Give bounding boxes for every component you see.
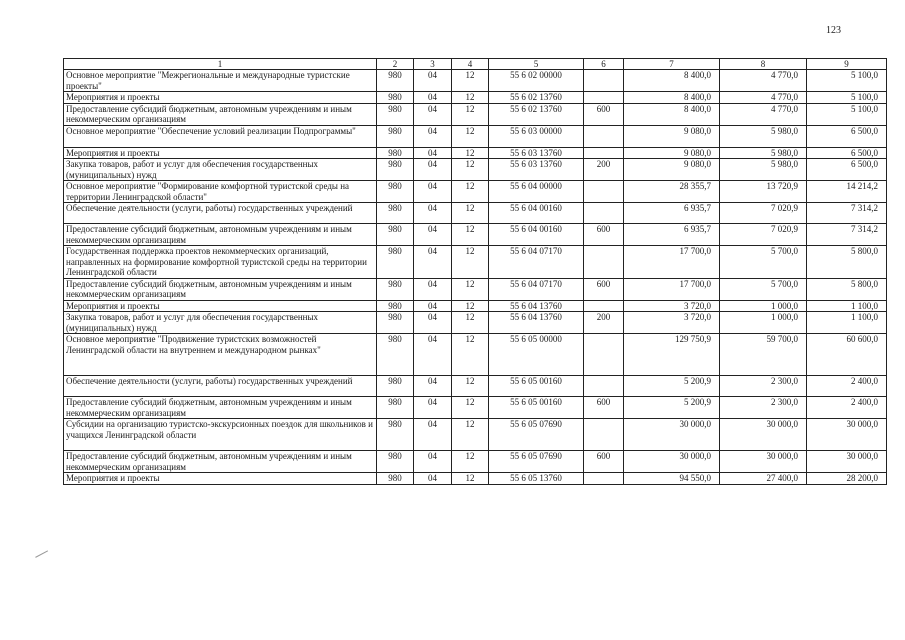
code-target-article: 55 6 04 07170 [489,246,584,279]
code-expense-type: 600 [584,451,624,473]
amount-col7: 3 720,0 [624,312,720,334]
code-ved: 980 [377,246,414,279]
code-expense-type [584,203,624,224]
amount-col9: 1 100,0 [807,300,887,312]
row-name: Предоставление субсидий бюджетным, автономным учреждениям и иным некоммерческим организациям [64,397,377,419]
code-section: 04 [414,312,452,334]
code-ved: 980 [377,278,414,300]
amount-col7: 30 000,0 [624,451,720,473]
code-target-article: 55 6 05 07690 [489,451,584,473]
row-name: Предоставление субсидий бюджетным, автономным учреждениям и иным некоммерческим организациям [64,278,377,300]
code-subsection: 12 [452,203,489,224]
table-row [64,376,887,397]
amount-col8: 13 720,9 [720,181,807,203]
code-ved: 980 [377,125,414,147]
row-name: Обеспечение деятельности (услуги, работы) государственных учреждений [64,203,377,224]
code-expense-type [584,70,624,92]
code-target-article: 55 6 05 07690 [489,419,584,451]
code-target-article: 55 6 04 13760 [489,300,584,312]
table-row [64,334,887,376]
code-expense-type [584,125,624,147]
code-target-article: 55 6 04 00160 [489,224,584,246]
amount-col8: 5 980,0 [720,159,807,181]
row-name: Предоставление субсидий бюджетным, автономным учреждениям и иным некоммерческим организациям [64,224,377,246]
page-number: 123 [826,25,841,36]
code-subsection: 12 [452,300,489,312]
code-target-article: 55 6 04 00160 [489,203,584,224]
code-section: 04 [414,224,452,246]
code-expense-type [584,147,624,159]
amount-col8: 30 000,0 [720,451,807,473]
amount-col7: 30 000,0 [624,419,720,451]
amount-col7: 17 700,0 [624,278,720,300]
column-header: 5 [489,59,584,70]
amount-col7: 9 080,0 [624,147,720,159]
code-subsection: 12 [452,103,489,125]
code-ved: 980 [377,419,414,451]
column-header: 7 [624,59,720,70]
table-row [64,419,887,451]
row-name: Предоставление субсидий бюджетным, автономным учреждениям и иным некоммерческим организациям [64,451,377,473]
amount-col9: 5 100,0 [807,92,887,104]
code-expense-type: 600 [584,278,624,300]
column-header: 2 [377,59,414,70]
amount-col9: 14 214,2 [807,181,887,203]
code-expense-type: 200 [584,159,624,181]
code-target-article: 55 6 05 00000 [489,334,584,376]
amount-col9: 5 800,0 [807,246,887,279]
amount-col7: 8 400,0 [624,92,720,104]
table-row [64,224,887,246]
code-subsection: 12 [452,312,489,334]
code-expense-type [584,92,624,104]
table-row [64,147,887,159]
code-section: 04 [414,103,452,125]
amount-col8: 7 020,9 [720,203,807,224]
code-section: 04 [414,181,452,203]
amount-col8: 30 000,0 [720,419,807,451]
code-section: 04 [414,203,452,224]
row-name: Основное мероприятие "Формирование комфортной туристской среды на территории Ленинградской области" [64,181,377,203]
code-ved: 980 [377,300,414,312]
amount-col7: 8 400,0 [624,70,720,92]
column-header: 1 [64,59,377,70]
amount-col7: 129 750,9 [624,334,720,376]
amount-col7: 28 355,7 [624,181,720,203]
row-name: Государственная поддержка проектов некоммерческих организаций, направленных на формирование комфортной туристской среды на территории Ленинградской области [64,246,377,279]
amount-col9: 6 500,0 [807,159,887,181]
table-row [64,203,887,224]
table-row [64,312,887,334]
amount-col8: 4 770,0 [720,92,807,104]
code-section: 04 [414,125,452,147]
code-subsection: 12 [452,181,489,203]
table-row [64,92,887,104]
table-row [64,473,887,485]
code-subsection: 12 [452,473,489,485]
amount-col7: 9 080,0 [624,125,720,147]
amount-col8: 1 000,0 [720,312,807,334]
amount-col8: 27 400,0 [720,473,807,485]
column-header: 3 [414,59,452,70]
row-name: Субсидии на организацию туристско-экскурсионных поездок для школьников и учащихся Ленинградской области [64,419,377,451]
row-name: Предоставление субсидий бюджетным, автономным учреждениям и иным некоммерческим организациям [64,103,377,125]
row-name: Обеспечение деятельности (услуги, работы) государственных учреждений [64,376,377,397]
amount-col8: 5 980,0 [720,125,807,147]
code-target-article: 55 6 04 07170 [489,278,584,300]
code-target-article: 55 6 03 00000 [489,125,584,147]
code-section: 04 [414,147,452,159]
code-section: 04 [414,70,452,92]
code-ved: 980 [377,103,414,125]
code-subsection: 12 [452,334,489,376]
code-section: 04 [414,159,452,181]
amount-col8: 5 700,0 [720,246,807,279]
code-subsection: 12 [452,147,489,159]
code-section: 04 [414,376,452,397]
code-ved: 980 [377,92,414,104]
amount-col9: 7 314,2 [807,224,887,246]
code-expense-type [584,300,624,312]
amount-col8: 1 000,0 [720,300,807,312]
budget-table [63,58,887,485]
table-row [64,159,887,181]
code-expense-type [584,376,624,397]
amount-col7: 6 935,7 [624,203,720,224]
code-expense-type [584,419,624,451]
row-name: Мероприятия и проекты [64,92,377,104]
amount-col9: 5 100,0 [807,70,887,92]
amount-col8: 7 020,9 [720,224,807,246]
code-section: 04 [414,92,452,104]
code-ved: 980 [377,312,414,334]
code-section: 04 [414,473,452,485]
code-target-article: 55 6 02 13760 [489,103,584,125]
amount-col9: 2 400,0 [807,397,887,419]
code-expense-type [584,246,624,279]
amount-col9: 1 100,0 [807,312,887,334]
code-section: 04 [414,451,452,473]
amount-col7: 5 200,9 [624,376,720,397]
column-header: 6 [584,59,624,70]
row-name: Основное мероприятие "Межрегиональные и международные туристские проекты" [64,70,377,92]
row-name: Мероприятия и проекты [64,300,377,312]
row-name: Мероприятия и проекты [64,147,377,159]
amount-col9: 28 200,0 [807,473,887,485]
code-expense-type: 600 [584,224,624,246]
amount-col8: 4 770,0 [720,103,807,125]
amount-col7: 94 550,0 [624,473,720,485]
amount-col9: 5 100,0 [807,103,887,125]
row-name: Основное мероприятие "Обеспечение условий реализации Подпрограммы" [64,125,377,147]
code-target-article: 55 6 03 13760 [489,147,584,159]
amount-col8: 2 300,0 [720,397,807,419]
code-subsection: 12 [452,246,489,279]
row-name: Закупка товаров, работ и услуг для обеспечения государственных (муниципальных) нужд [64,312,377,334]
code-expense-type: 600 [584,103,624,125]
amount-col9: 2 400,0 [807,376,887,397]
code-ved: 980 [377,397,414,419]
code-ved: 980 [377,70,414,92]
table-row [64,451,887,473]
pen-mark [35,550,53,566]
table-row [64,246,887,279]
amount-col8: 2 300,0 [720,376,807,397]
code-target-article: 55 6 05 00160 [489,376,584,397]
amount-col7: 6 935,7 [624,224,720,246]
code-subsection: 12 [452,278,489,300]
code-expense-type [584,334,624,376]
code-expense-type: 600 [584,397,624,419]
table-row [64,70,887,92]
column-header: 9 [807,59,887,70]
code-target-article: 55 6 03 13760 [489,159,584,181]
code-section: 04 [414,334,452,376]
code-ved: 980 [377,334,414,376]
code-section: 04 [414,278,452,300]
table-row [64,300,887,312]
code-section: 04 [414,419,452,451]
code-target-article: 55 6 04 00000 [489,181,584,203]
code-expense-type [584,181,624,203]
amount-col9: 5 800,0 [807,278,887,300]
amount-col9: 60 600,0 [807,334,887,376]
code-subsection: 12 [452,70,489,92]
amount-col7: 3 720,0 [624,300,720,312]
amount-col9: 30 000,0 [807,451,887,473]
code-ved: 980 [377,203,414,224]
code-target-article: 55 6 02 13760 [489,92,584,104]
amount-col9: 6 500,0 [807,147,887,159]
amount-col7: 8 400,0 [624,103,720,125]
code-expense-type [584,473,624,485]
table-header-row [64,59,887,70]
code-section: 04 [414,397,452,419]
code-target-article: 55 6 05 00160 [489,397,584,419]
code-subsection: 12 [452,451,489,473]
code-target-article: 55 6 05 13760 [489,473,584,485]
row-name: Основное мероприятие "Продвижение туристских возможностей Ленинградской области на внутреннем и международном рынках" [64,334,377,376]
code-ved: 980 [377,473,414,485]
amount-col7: 5 200,9 [624,397,720,419]
amount-col9: 7 314,2 [807,203,887,224]
amount-col7: 17 700,0 [624,246,720,279]
code-section: 04 [414,300,452,312]
code-section: 04 [414,246,452,279]
column-header: 4 [452,59,489,70]
table-row [64,181,887,203]
table-row [64,278,887,300]
code-ved: 980 [377,181,414,203]
code-target-article: 55 6 04 13760 [489,312,584,334]
code-subsection: 12 [452,397,489,419]
code-target-article: 55 6 02 00000 [489,70,584,92]
row-name: Закупка товаров, работ и услуг для обеспечения государственных (муниципальных) нужд [64,159,377,181]
code-subsection: 12 [452,419,489,451]
column-header: 8 [720,59,807,70]
code-ved: 980 [377,376,414,397]
amount-col8: 5 980,0 [720,147,807,159]
amount-col9: 6 500,0 [807,125,887,147]
code-ved: 980 [377,147,414,159]
code-ved: 980 [377,224,414,246]
code-subsection: 12 [452,224,489,246]
code-ved: 980 [377,451,414,473]
table-row [64,125,887,147]
amount-col8: 5 700,0 [720,278,807,300]
code-ved: 980 [377,159,414,181]
amount-col9: 30 000,0 [807,419,887,451]
code-subsection: 12 [452,376,489,397]
code-subsection: 12 [452,125,489,147]
code-expense-type: 200 [584,312,624,334]
code-subsection: 12 [452,159,489,181]
table-row [64,103,887,125]
row-name: Мероприятия и проекты [64,473,377,485]
amount-col7: 9 080,0 [624,159,720,181]
code-subsection: 12 [452,92,489,104]
table-row [64,397,887,419]
amount-col8: 4 770,0 [720,70,807,92]
amount-col8: 59 700,0 [720,334,807,376]
